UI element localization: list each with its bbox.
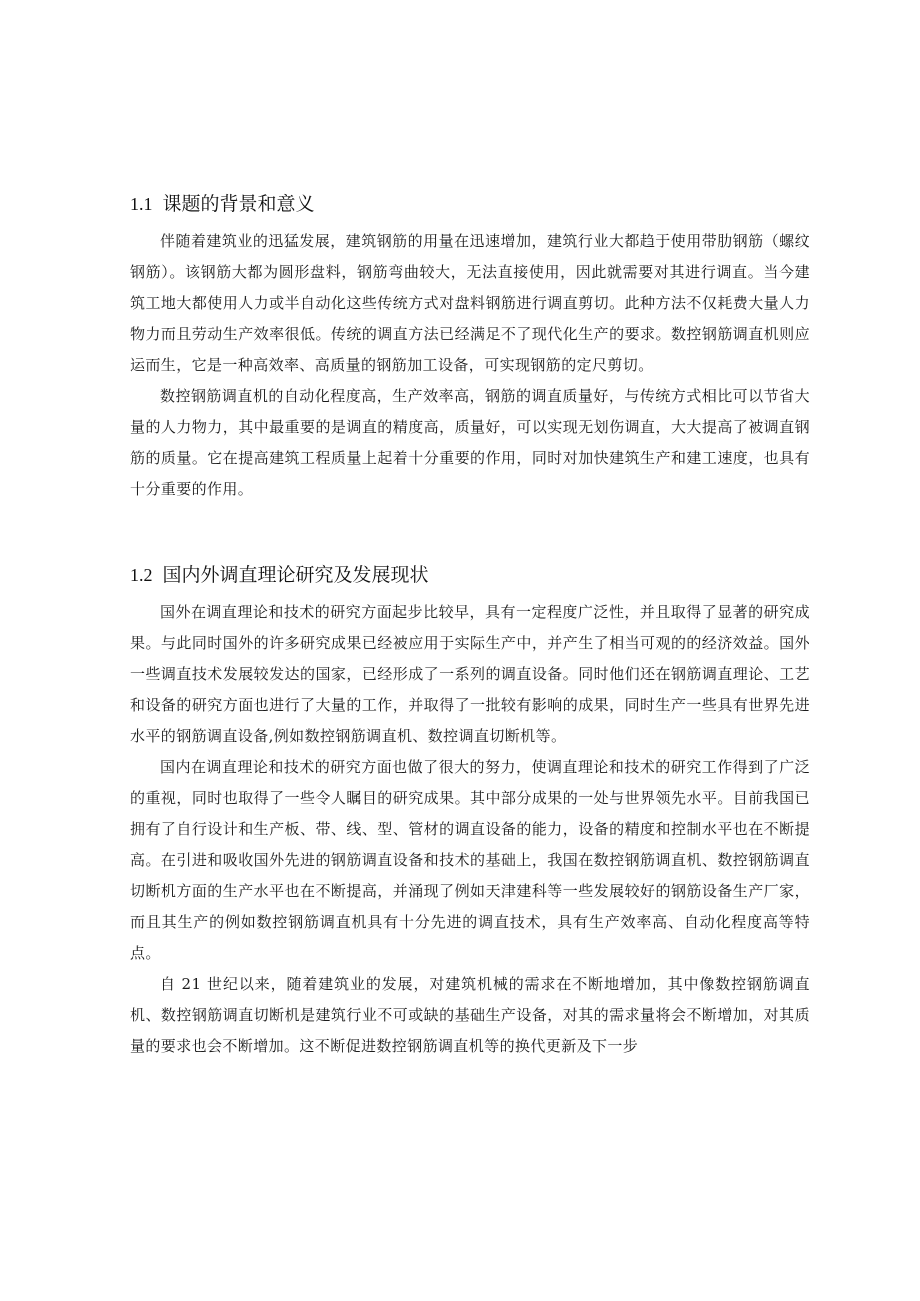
section-heading — [130, 563, 810, 587]
paragraph: 国外在调直理论和技术的研究方面起步比较早，具有一定程度广泛性，并且取得了显著的研究成果。与此同时国外的许多研究成果已经被应用于实际生产中，并产生了相当可观的的经济效益。国外一些调直技术发展较发达的国家，已经形成了一系列的调直设备。同时他们还在钢筋调直理论、工艺和设备的研究方面也进行了大量的工作，并取得了一批较有影响的成果，同时生产一些具有世界先进水平的钢筋调直设备,例如数控钢筋调直机、数控调直切断机等。 — [130, 603, 810, 745]
section-number: 1.2 — [130, 565, 153, 585]
paragraph: 国内在调直理论和技术的研究方面也做了很大的努力，使调直理论和技术的研究工作得到了广泛的重视，同时也取得了一些令人瞩目的研究成果。其中部分成果的一处与世界领先水平。目前我国已拥有了自行设计和生产板、带、线、型、管材的调直设备的能力，设备的精度和控制水平也在不断提高。在引进和吸收国外先进的钢筋调直设备和技术的基础上，我国在数控钢筋调直机、数控钢筋调直切断机方面的生产水平也在不断提高，并涌现了例如天津建科等一些发展较好的钢筋设备生产厂家，而且其生产的例如数控钢筋调直机具有十分先进的调直技术，具有生产效率高、自动化程度高等特点。 — [130, 758, 810, 962]
section-heading — [130, 192, 810, 216]
section-title: 课题的背景和意义 — [162, 193, 315, 215]
paragraph: 伴随着建筑业的迅猛发展，建筑钢筋的用量在迅速增加，建筑行业大都趋于使用带肋钢筋（螺纹钢筋）。该钢筋大都为圆形盘料，钢筋弯曲较大，无法直接使用，因此就需要对其进行调直。当今建筑工地大都使用人力或半自动化这些传统方式对盘料钢筋进行调直剪切。此种方法不仅耗费大量人力物力而且劳动生产效率很低。传统的调直方法已经满足不了现代化生产的要求。数控钢筋调直机则应运而生，它是一种高效率、高质量的钢筋加工设备，可实现钢筋的定尺剪切。 — [130, 232, 810, 374]
section-research-status — [130, 563, 810, 1062]
paragraph: 数控钢筋调直机的自动化程度高，生产效率高，钢筋的调直质量好，与传统方式相比可以节省大量的人力物力，其中最重要的是调直的精度高，质量好，可以实现无划伤调直，大大提高了被调直钢筋的质量。它在提高建筑工程质量上起着十分重要的作用，同时对加快建筑生产和建工速度，也具有十分重要的作用。 — [130, 387, 810, 498]
section-number: 1.1 — [130, 194, 153, 214]
section-background — [130, 192, 810, 505]
paragraph: 自 21 世纪以来，随着建筑业的发展，对建筑机械的需求在不断地增加，其中像数控钢筋调直机、数控钢筋调直切断机是建筑行业不可或缺的基础生产设备，对其的需求量将会不断增加，对其质量的要求也会不断增加。这不断促进数控钢筋调直机等的换代更新及下一步 — [130, 975, 810, 1055]
section-title: 国内外调直理论研究及发展现状 — [162, 564, 429, 586]
